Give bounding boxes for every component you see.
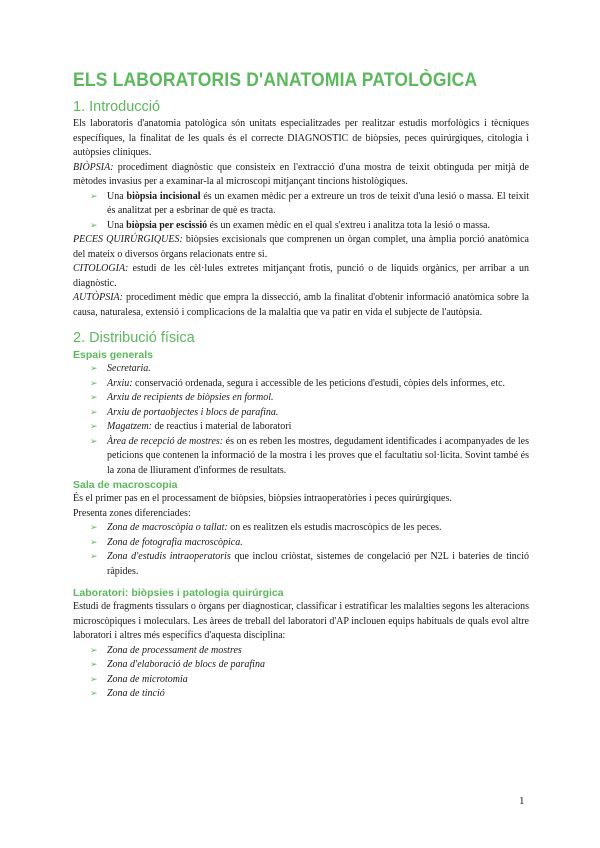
peces-definition: PECES QUIRÚRGIQUES: biòpsies excisionals que comprenen un òrgan complet, una àmplia porció anatòmica del mateix o diversos òrgans relacionats entre si.: [73, 234, 529, 260]
espais-generals-heading: Espais generals: [73, 349, 153, 361]
list-item: ➢ Zona de tinció: [73, 687, 529, 702]
list-item: ➢ Arxiu: conservació ordenada, segura i accessible de les peticions d'estudi, còpies dels informes, etc.: [73, 377, 529, 392]
citologia-definition: CITOLOGIA: estudi de les cèl·lules extretes mitjançant frotis, punció o de líquids orgànics, per arribar a un diagnòstic.: [73, 263, 529, 289]
arrow-bullet-icon: ➢: [90, 407, 98, 418]
list-item: ➢ Zona d'estudis intraoperatoris que inclou criòstat, sistemes de congelació per N2L i bateries de tinció ràpides.: [90, 551, 529, 577]
arrow-bullet-icon: ➢: [90, 378, 98, 389]
list-item: ➢ Una biòpsia incisional és un examen mèdic per a extreure un tros de teixit d'una lesió o massa. El teixit és analitzat per a esbrinar de què es tracta.: [90, 190, 530, 216]
arrow-bullet-icon: ➢: [90, 220, 98, 231]
biopsia-definition: [73, 161, 529, 190]
laboratori-zones-list: [73, 644, 529, 702]
arrow-bullet-icon: ➢: [90, 674, 98, 685]
page-number: 1: [519, 795, 525, 807]
autopsia-definition: AUTÒPSIA: procediment mèdic que empra la dissecció, amb la finalitat d'obtenir informació anatòmica sobre la causa, naturalesa, extensió i complicacions de la malaltia que va patir en vida el subjecte de l'autòpsia.: [73, 292, 529, 318]
macroscopia-zones-list: [73, 521, 529, 579]
macroscopia-line-2: Presenta zones diferenciades:: [73, 507, 191, 519]
incisional-term: biòpsia incisional: [126, 190, 201, 202]
macroscopia-line-1: És el primer pas en el processament de biòpsies, biòpsies intraoperatòries i peces quirúrgiques.: [73, 493, 452, 504]
arrow-bullet-icon: ➢: [90, 660, 98, 670]
list-item: ➢ Zona de microtomia: [73, 673, 529, 688]
arrow-bullet-icon: ➢: [90, 422, 98, 432]
espais-generals-list: [73, 362, 529, 478]
arrow-bullet-icon: ➢: [90, 523, 98, 533]
section-1-heading: 1. Introducció: [73, 99, 161, 115]
list-item: ➢ Arxiu de recipients de biòpsies en formol.: [73, 391, 529, 406]
section-2-heading: 2. Distribució física: [73, 330, 195, 346]
list-item: ➢ Una biòpsia per escissió és un examen mèdic en el qual s'extreu i analitza tota la lesió o massa.: [73, 219, 529, 234]
list-item: ➢ Zona d'elaboració de blocs de parafina: [73, 658, 529, 673]
document-title: ELS LABORATORIS D'ANATOMIA PATOLÒGICA: [73, 70, 478, 91]
list-item: ➢ Magatzem: de reactius i material de laboratori: [73, 420, 529, 435]
arrow-bullet-icon: ➢: [90, 537, 98, 548]
arrow-bullet-icon: ➢: [90, 689, 98, 699]
arrow-bullet-icon: ➢: [90, 436, 98, 447]
arrow-bullet-icon: ➢: [90, 552, 98, 562]
list-item: ➢ Àrea de recepció de mostres: és on es reben les mostres, degudament identificades i acompanyades de les peticions que contenen la informació de la mostra i les proves que el facultatiu sol·licita. Sovint també és la zona de lliurament d'informes de resultats.: [90, 435, 530, 476]
list-item: ➢ Secretaria.: [73, 362, 529, 377]
list-item: ➢ Zona de fotografia macroscòpica.: [73, 536, 529, 551]
biopsia-types-list: [73, 190, 529, 234]
arrow-bullet-icon: ➢: [90, 364, 98, 374]
sala-macroscopia-heading: Sala de macroscopia: [73, 479, 178, 491]
arrow-bullet-icon: ➢: [90, 191, 98, 202]
arrow-bullet-icon: ➢: [90, 393, 98, 403]
list-item: ➢ Arxiu de portaobjectes i blocs de parafina.: [73, 406, 529, 421]
list-item: ➢ Zona de macroscòpia o tallat: on es realitzen els estudis macroscòpics de les peces.: [73, 521, 529, 536]
arrow-bullet-icon: ➢: [90, 645, 98, 656]
document-page: [73, 70, 529, 702]
laboratori-text: Estudi de fragments tissulars o òrgans per diagnosticar, classificar i estratificar les malalties segons les alteracions microscòpiques i moleculars. Les àrees de treball del laboratori d'AP inclouen equips habituals de quals evol altre laboratori i altres més específics d'aquesta disciplina:: [73, 601, 529, 641]
biopsia-text: procediment diagnòstic que consisteix en l'extracció d'una mostra de teixit obtinguda per mitjà de mètodes invasius per a examinar-la al microscopi mitjançant tincions histològiques.: [73, 161, 529, 187]
biopsia-term: BIÒPSIA:: [73, 161, 114, 173]
intro-paragraph: Els laboratoris d'anatomia patològica són unitats especialitzades per realitzar estudis morfològics i tècniques específiques, la finalitat de les quals és el correcte DIAGNOSTIC de biòpsies, peces quirúrgiques, citologia i autòpsies clíniques.: [73, 118, 529, 158]
laboratori-heading: Laboratori: biòpsies i patologia quirúrgica: [73, 587, 284, 599]
excisio-term: biòpsia per escissió: [126, 219, 208, 231]
list-item: ➢ Zona de processament de mostres: [73, 644, 529, 659]
